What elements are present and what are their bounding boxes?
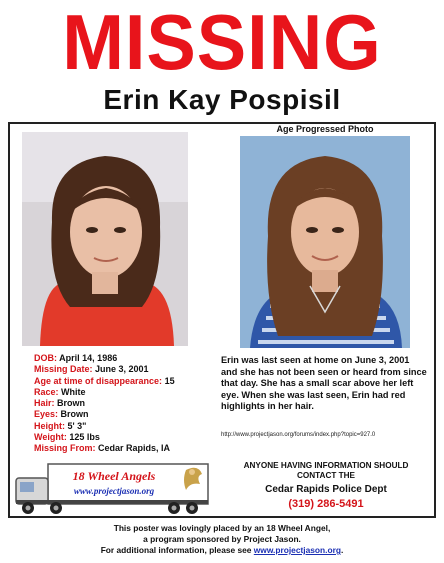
source-url[interactable]: http://www.projectjason.org/forums/index.php?topic=927.0 <box>221 432 376 438</box>
contact-line-1: ANYONE HAVING INFORMATION SHOULD <box>243 461 409 470</box>
truck-banner-logo <box>14 462 214 516</box>
footer-line-3: For additional information, please see www.projectjason.org. <box>100 545 344 555</box>
truck-banner-title: 18 Wheel Angels <box>72 469 156 483</box>
age-progressed-caption: Age Progressed Photo <box>276 124 374 134</box>
poster-headline: MISSING <box>62 0 382 86</box>
contact-line-2: CONTACT THE <box>296 471 356 480</box>
fact-missing-from: Missing From: Cedar Rapids, IA <box>34 443 171 454</box>
contact-agency: Cedar Rapids Police Dept <box>265 484 387 495</box>
footer-link[interactable]: www.projectjason.org <box>253 545 341 555</box>
photo-original <box>22 132 188 346</box>
facts-list <box>34 353 224 455</box>
contact-block <box>221 461 431 511</box>
contact-phone: (319) 286-5491 <box>288 498 364 510</box>
footer-line-1: This poster was lovingly placed by an 18 Wheel Angel, <box>113 523 331 533</box>
photo-age-progressed <box>240 136 410 348</box>
description-text: Erin was last seen at home on June 3, 2001 and she has not been seen or heard from since that day. She has a small scar above her left eye. When she was last seen, Erin had red highlights in her hair. <box>221 355 427 412</box>
fact-weight: Weight: 125 lbs <box>34 432 100 443</box>
fact-race: Race: White <box>34 386 86 397</box>
truck-banner-url: www.projectjason.org <box>73 486 155 496</box>
fact-height: Height: 5' 3" <box>34 420 87 431</box>
missing-person-name: Erin Kay Pospisil <box>103 84 341 115</box>
fact-dob: DOB: April 14, 1986 <box>34 353 118 363</box>
footer <box>0 523 444 556</box>
fact-missing-date: Missing Date: June 3, 2001 <box>34 364 149 375</box>
footer-line-2: a program sponsored by Project Jason. <box>143 534 301 544</box>
fact-eyes: Eyes: Brown <box>34 409 89 420</box>
fact-age: Age at time of disappearance: 15 <box>34 375 175 386</box>
fact-hair: Hair: Brown <box>34 398 86 409</box>
